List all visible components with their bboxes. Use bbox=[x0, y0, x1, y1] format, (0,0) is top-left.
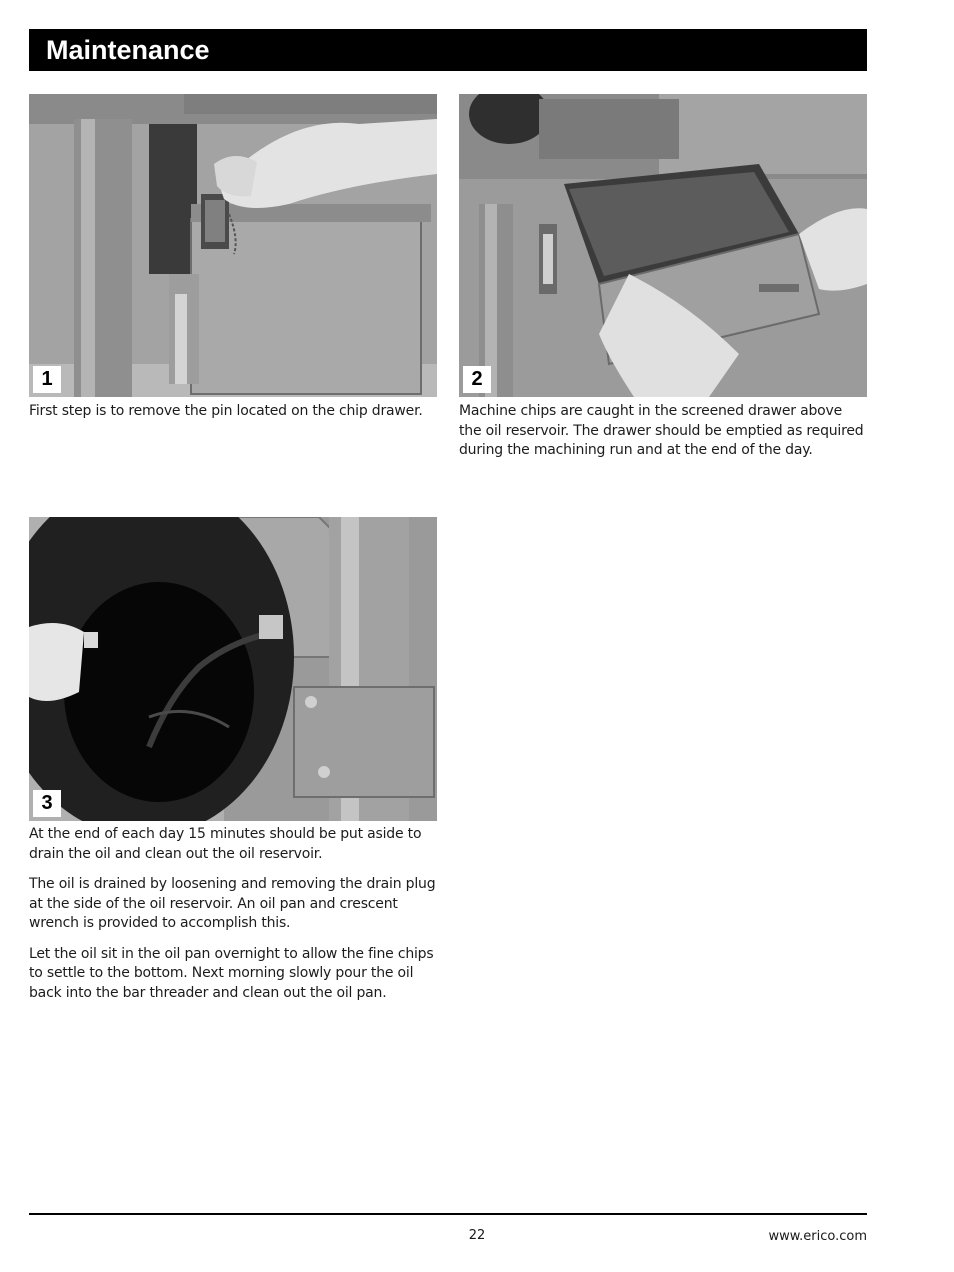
step-number-badge: 3 bbox=[33, 790, 61, 817]
step-number-badge: 2 bbox=[463, 366, 491, 393]
step-1-paragraph: First step is to remove the pin located on the chip drawer. bbox=[29, 403, 423, 419]
photo-step-3-illustration bbox=[29, 517, 437, 821]
photo-step-3 bbox=[29, 517, 437, 821]
website-link[interactable]: www.erico.com bbox=[768, 1229, 867, 1244]
step-3-paragraph-3: Let the oil sit in the oil pan overnight to allow the fine chips to settle to the bottom. Next morning slowly pour the oil back into the bar threader and clean out the oil pan. bbox=[29, 945, 434, 1001]
footer-divider bbox=[29, 1213, 867, 1215]
step-number-badge: 1 bbox=[33, 366, 61, 393]
step-3-paragraph-2: The oil is drained by loosening and removing the drain plug at the side of the oil reservoir. An oil pan and crescent wrench is provided to accomplish this. bbox=[29, 876, 436, 931]
step-3-paragraph-1: At the end of each day 15 minutes should be put aside to drain the oil and clean out the oil reservoir. bbox=[29, 826, 422, 862]
photo-step-2 bbox=[459, 94, 867, 397]
page-number: 22 bbox=[468, 1228, 486, 1243]
step-2-caption bbox=[459, 402, 867, 472]
step-1-caption bbox=[29, 402, 437, 433]
photo-step-1-illustration bbox=[29, 94, 437, 397]
step-2-paragraph: Machine chips are caught in the screened drawer above the oil reservoir. The drawer should be emptied as required during the machining run and at the end of the day. bbox=[459, 403, 864, 458]
photo-step-2-illustration bbox=[459, 94, 867, 397]
step-3-caption bbox=[29, 825, 437, 1014]
photo-step-1 bbox=[29, 94, 437, 397]
page-title: Maintenance bbox=[29, 29, 867, 71]
